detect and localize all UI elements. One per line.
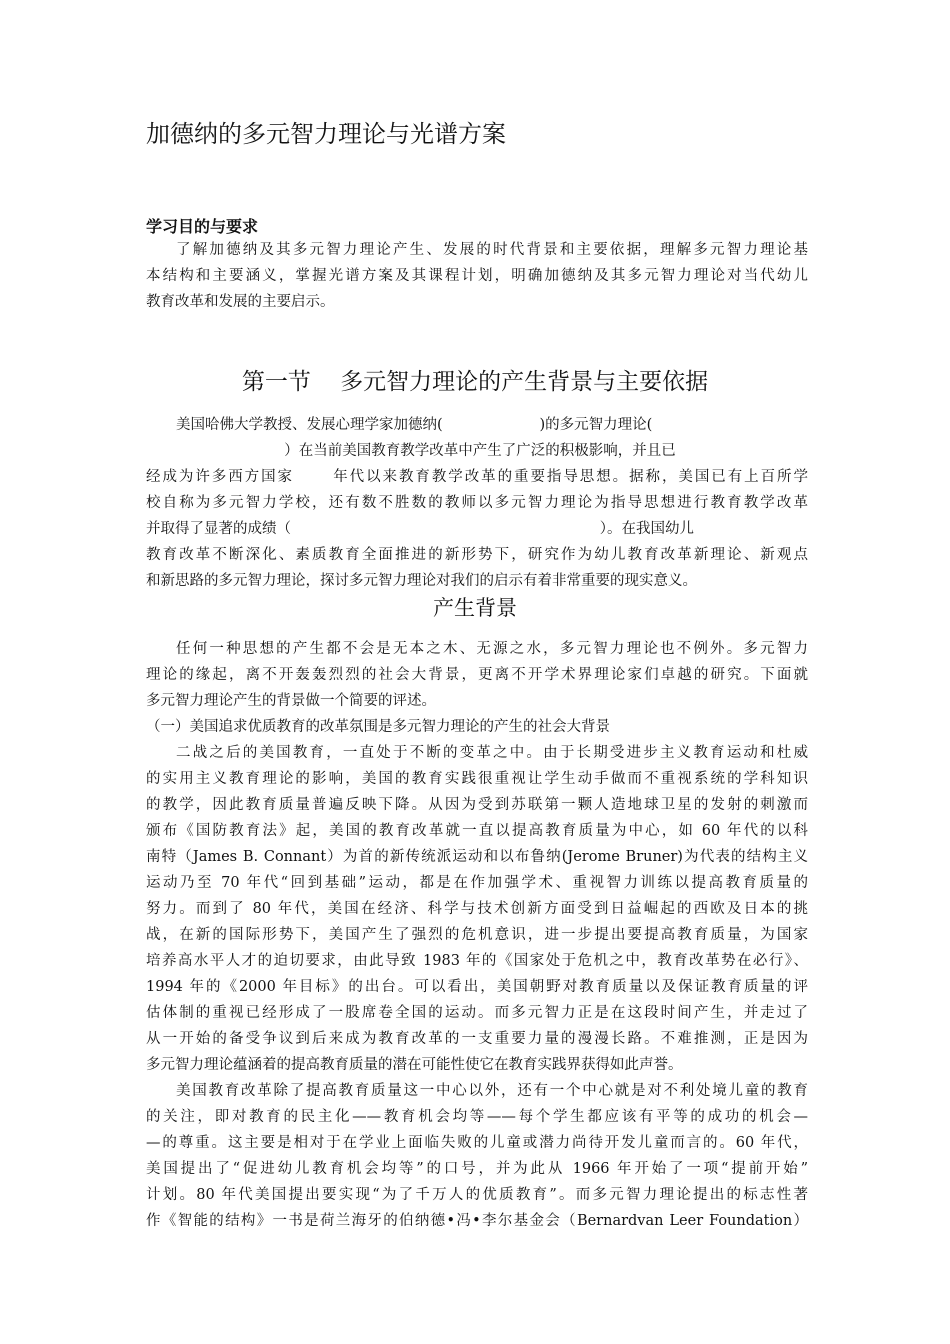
background-body: [146, 636, 808, 1234]
text-line: 美国哈佛大学教授、发展心理学家加德纳( )的多元智力理论(: [176, 417, 653, 433]
text-line: 理论的缘起，离不开轰轰烈烈的社会大背景，更离不开学术界理论家们卓越的研究。下面就: [146, 667, 808, 683]
text-line: 1994 年的《2000 年目标》的出台。可以看出，美国朝野对教育质量以及保证教育质量的评: [146, 979, 808, 995]
text-line: 并取得了显著的成绩（ ）。在我国幼儿: [146, 521, 695, 537]
text-line: 培养高水平人才的迫切要求，由此导致 1983 年的《国家处于危机之中，教育改革势在必行》、: [146, 953, 808, 969]
text-line: 美国教育改革除了提高教育质量这一中心以外，还有一个中心就是对不利处境儿童的教育: [176, 1083, 808, 1099]
text-line: 任何一种思想的产生都不会是无本之木、无源之水，多元智力理论也不例外。多元智力: [176, 641, 808, 657]
section-title: 第一节 多元智力理论的产生背景与主要依据: [241, 369, 709, 395]
text-line: 校自称为多元智力学校，还有数不胜数的教师以多元智力理论为指导思想进行教育教学改革: [146, 495, 808, 511]
text-line: 估体制的重视已经形成了一股席卷全国的运动。而多元智力正是在这段时间产生，并走过了: [146, 1005, 808, 1021]
text-line: 运动乃至 70 年代“回到基础”运动，都是在作加强学术、重视智力训练以提高教育质量的: [146, 875, 808, 891]
text-line: 的实用主义教育理论的影响，美国的教育实践很重视让学生动手做而不重视系统的学科知识: [146, 771, 808, 787]
text-line: 战，在新的国际形势下，美国产生了强烈的危机意识，进一步提出要提高教育质量，为国家: [146, 927, 808, 943]
text-line: 了解加德纳及其多元智力理论产生、发展的时代背景和主要依据，理解多元智力理论基: [176, 242, 808, 258]
text-line: 的关注，即对教育的民主化——教育机会均等——每个学生都应该有平等的成功的机会—: [146, 1109, 808, 1125]
text-line: 经成为许多西方国家 年代以来教育教学改革的重要指导思想。据称，美国已有上百所学: [146, 469, 808, 485]
document-title: 加德纳的多元智力理论与光谱方案: [146, 120, 506, 148]
text-line: 计划。80 年代美国提出要实现“为了千万人的优质教育”。而多元智力理论提出的标志性著: [146, 1187, 808, 1203]
text-line: 本结构和主要涵义，掌握光谱方案及其课程计划，明确加德纳及其多元智力理论对当代幼儿: [146, 268, 808, 284]
objectives-heading: 学习目的与要求: [146, 217, 259, 236]
text-line: —的尊重。这主要是相对于在学业上面临失败的儿童或潜力尚待开发儿童而言的。60 年代，: [146, 1135, 808, 1151]
text-line: 南特（James B. Connant）为首的新传统派运动和以布鲁纳(Jerome Bruner)为代表的结构主义: [146, 849, 808, 865]
subheading-line: （一）美国追求优质教育的改革氛围是多元智力理论的产生的社会大背景: [146, 719, 610, 735]
objectives-paragraph: [146, 237, 808, 315]
text-line: 教育改革和发展的主要启示。: [146, 294, 335, 310]
text-line: 的教学，因此教育质量普遍反映下降。从因为受到苏联第一颗人造地球卫星的发射的刺激而: [146, 797, 808, 813]
text-line: 美国提出了“促进幼儿教育机会均等”的口号，并为此从 1966 年开始了一项“提前开始”: [146, 1161, 808, 1177]
text-line: 多元智力理论蕴涵着的提高教育质量的潜在可能性使它在教育实践界获得如此声誉。: [146, 1057, 683, 1073]
text-line: 从一开始的备受争议到后来成为教育改革的一支重要力量的漫漫长路。不难推测，正是因为: [146, 1031, 808, 1047]
section-intro-paragraph: [146, 412, 808, 594]
text-line: 颁布《国防教育法》起，美国的教育改革就一直以提高教育质量为中心，如 60 年代的以科: [146, 823, 808, 839]
text-line: 二战之后的美国教育，一直处于不断的变革之中。由于长期受进步主义教育运动和杜威: [176, 745, 808, 761]
text-line: 努力。而到了 80 年代，美国在经济、科学与技术创新方面受到日益崛起的西欧及日本的挑: [146, 901, 808, 917]
subsection-title: 产生背景: [433, 596, 517, 620]
text-line: 作《智能的结构》一书是荷兰海牙的伯纳德•冯•李尔基金会（Bernardvan Leer Foundation）: [146, 1213, 808, 1229]
text-line: 多元智力理论产生的背景做一个简要的评述。: [146, 693, 436, 709]
text-line: 教育改革不断深化、素质教育全面推进的新形势下，研究作为幼儿教育改革新理论、新观点: [146, 547, 808, 563]
text-line: ）在当前美国教育教学改革中产生了广泛的积极影响，并且已: [146, 443, 676, 459]
text-line: 和新思路的多元智力理论，探讨多元智力理论对我们的启示有着非常重要的现实意义。: [146, 573, 697, 589]
